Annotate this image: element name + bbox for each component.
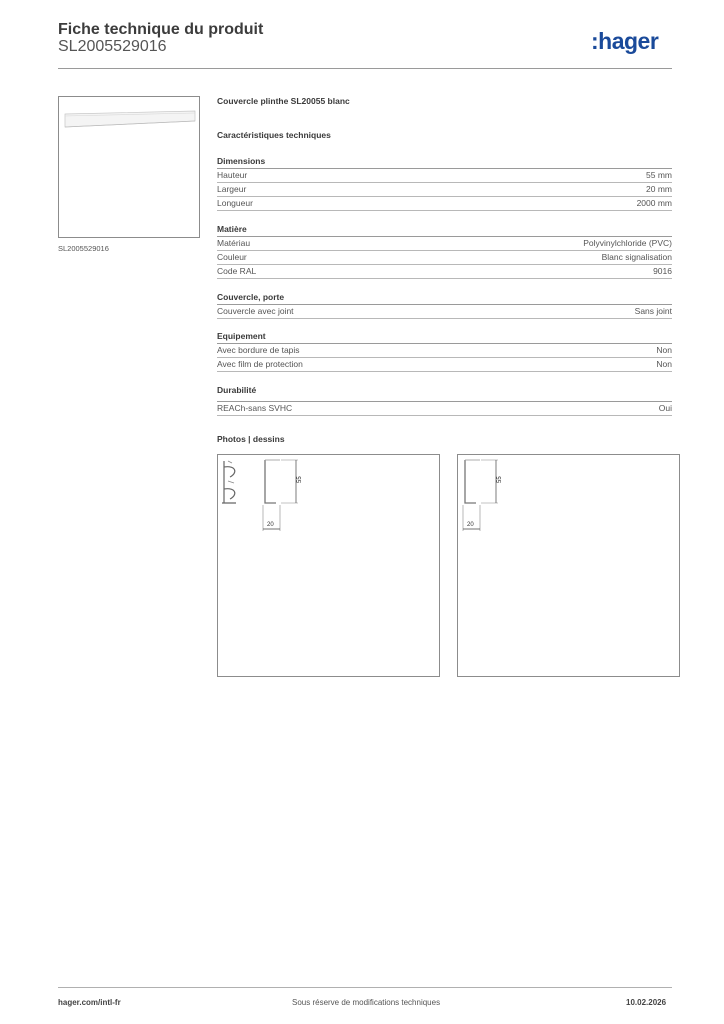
hager-logo: :hager bbox=[591, 28, 659, 54]
spec-row: REACh-sans SVHC Oui bbox=[217, 401, 672, 416]
spec-row: Couleur Blanc signalisation bbox=[217, 251, 672, 265]
footer-notice: Sous réserve de modifications techniques bbox=[292, 998, 441, 1007]
section-equipment bbox=[217, 330, 672, 372]
header-divider bbox=[58, 68, 672, 69]
page-title: Fiche technique du produit bbox=[58, 21, 264, 38]
product-name: Couvercle plinthe SL20055 blanc bbox=[217, 96, 350, 106]
technical-drawing-1 bbox=[217, 454, 440, 677]
footer-date: 10.02.2026 bbox=[626, 998, 667, 1007]
width-dimension-label: 20 bbox=[467, 522, 474, 528]
spec-row: Hauteur 55 mm bbox=[217, 169, 672, 183]
spec-row: Couvercle avec joint Sans joint bbox=[217, 305, 672, 319]
height-dimension-label: 55 bbox=[497, 476, 503, 483]
footer-website-link[interactable]: hager.com/intl-fr bbox=[58, 998, 121, 1007]
photos-heading: Photos | dessins bbox=[217, 434, 285, 444]
spec-row: Matériau Polyvinylchloride (PVC) bbox=[217, 237, 672, 251]
section-dimensions bbox=[217, 155, 672, 211]
spec-row: Largeur 20 mm bbox=[217, 183, 672, 197]
product-reference: SL2005529016 bbox=[58, 38, 167, 55]
section-title: Durabilité bbox=[217, 385, 257, 395]
characteristics-heading: Caractéristiques techniques bbox=[217, 130, 331, 140]
spec-row: Code RAL 9016 bbox=[217, 265, 672, 279]
footer-divider bbox=[58, 987, 672, 988]
product-image bbox=[58, 96, 200, 238]
section-title: Dimensions bbox=[217, 155, 672, 169]
section-title: Couvercle, porte bbox=[217, 291, 672, 305]
section-title: Matière bbox=[217, 223, 672, 237]
section-title: Equipement bbox=[217, 330, 672, 344]
product-image-caption: SL2005529016 bbox=[58, 244, 109, 253]
spec-row: Avec film de protection Non bbox=[217, 358, 672, 372]
section-material bbox=[217, 223, 672, 279]
width-dimension-label: 20 bbox=[267, 522, 274, 528]
section-durability bbox=[217, 384, 672, 416]
skirting-cover-illustration bbox=[59, 97, 199, 237]
section-cover bbox=[217, 291, 672, 319]
technical-drawing-2 bbox=[457, 454, 680, 677]
spec-row: Longueur 2000 mm bbox=[217, 197, 672, 211]
spec-row: Avec bordure de tapis Non bbox=[217, 344, 672, 358]
height-dimension-label: 55 bbox=[297, 476, 303, 483]
